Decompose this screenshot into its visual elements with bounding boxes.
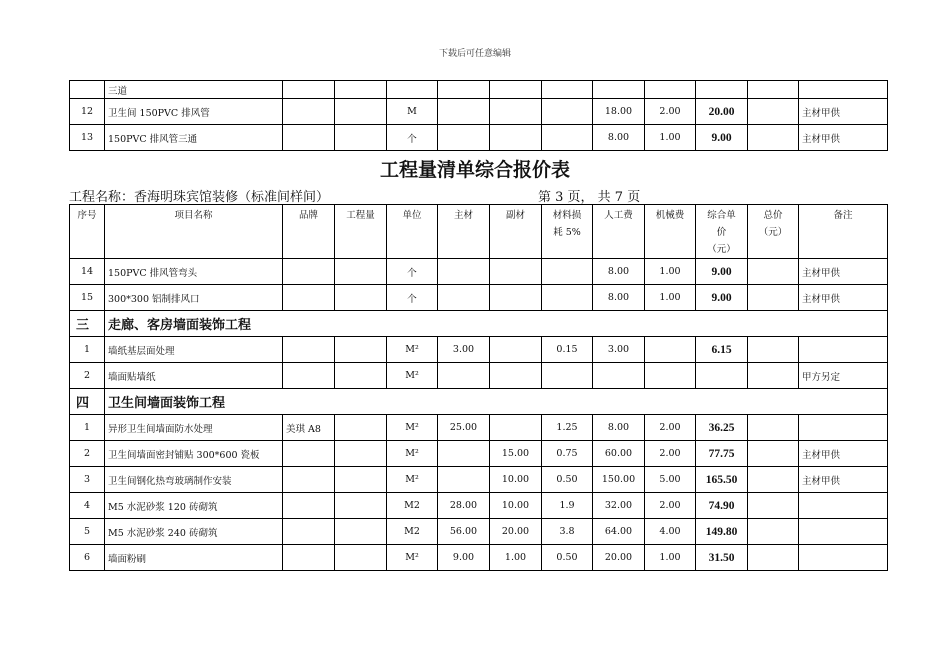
cell-loss: [542, 285, 593, 311]
cell-machine: 1.00: [645, 285, 696, 311]
table-row: [70, 125, 888, 151]
header-labor: 人工费: [593, 205, 645, 259]
cell-main: 28.00: [438, 493, 490, 519]
document-title: 工程量清单综合报价表: [379, 159, 570, 181]
cell-price: 74.90: [696, 493, 748, 519]
cell-no: 2: [70, 441, 105, 467]
cell-loss: 0.50: [542, 467, 593, 493]
cell-unit: 个: [387, 125, 438, 151]
cell-aux: 10.00: [490, 467, 542, 493]
cell-qty: [335, 467, 387, 493]
cell-main: [438, 441, 490, 467]
cell-main: [438, 467, 490, 493]
cell-main: 25.00: [438, 415, 490, 441]
cell-brand: [283, 337, 335, 363]
cell-unit: M²: [387, 467, 438, 493]
cell-qty: [335, 285, 387, 311]
cell-aux: [490, 337, 542, 363]
cell-brand: [283, 125, 335, 151]
cell-note: 主材甲供: [799, 99, 888, 125]
cell-aux: 1.00: [490, 545, 542, 571]
cell-no: 14: [70, 259, 105, 285]
cell-total: [748, 415, 799, 441]
header-price-line3: （元）: [707, 244, 736, 255]
cell-price: 36.25: [696, 415, 748, 441]
table-row: [70, 467, 888, 493]
cell-total: [748, 125, 799, 151]
cell-price: 9.00: [696, 259, 748, 285]
header-loss: [542, 205, 593, 259]
cell-name: 卫生间钢化热弯玻璃制作安装: [105, 467, 283, 493]
cell-machine: 4.00: [645, 519, 696, 545]
cell-price: 31.50: [696, 545, 748, 571]
cell-unit: M: [387, 99, 438, 125]
cell-unit: M²: [387, 545, 438, 571]
header-note: 备注: [799, 205, 888, 259]
cell-main: [438, 259, 490, 285]
cell-total: [748, 493, 799, 519]
cell-note: [799, 519, 888, 545]
cell-price: [696, 81, 748, 99]
cell-labor: [593, 363, 645, 389]
cell-aux: [490, 99, 542, 125]
cell-no: 3: [70, 467, 105, 493]
section-title: 走廊、客房墙面装饰工程: [105, 311, 438, 337]
cell-main: 9.00: [438, 545, 490, 571]
cell-total: [748, 467, 799, 493]
cell-qty: [335, 259, 387, 285]
header-total-line2: （元）: [758, 227, 788, 238]
header-total: [748, 205, 799, 259]
cell-qty: [335, 493, 387, 519]
cell-no: 12: [70, 99, 105, 125]
table-row: [70, 285, 888, 311]
cell-loss: [542, 81, 593, 99]
cell-brand: [283, 363, 335, 389]
cell-brand: [283, 545, 335, 571]
cell-loss: 0.15: [542, 337, 593, 363]
table-row: [70, 415, 888, 441]
cell-price: 20.00: [696, 99, 748, 125]
table-row: [70, 545, 888, 571]
cell-total: [748, 285, 799, 311]
cell-note: [799, 337, 888, 363]
cell-aux: [490, 363, 542, 389]
cell-price: 149.80: [696, 519, 748, 545]
cell-brand: [283, 259, 335, 285]
cell-name: 墙面贴墙纸: [105, 363, 283, 389]
cell-aux: 15.00: [490, 441, 542, 467]
cell-name: 三道: [105, 81, 283, 99]
cell-no: 6: [70, 545, 105, 571]
cell-labor: 8.00: [593, 415, 645, 441]
cell-machine: 2.00: [645, 99, 696, 125]
cell-note: [799, 545, 888, 571]
cell-labor: 150.00: [593, 467, 645, 493]
cell-loss: [542, 99, 593, 125]
cell-labor: 32.00: [593, 493, 645, 519]
header-loss-line2: 耗 5%: [553, 227, 581, 238]
section-fill: [438, 389, 888, 415]
cell-price: 77.75: [696, 441, 748, 467]
cell-loss: 1.9: [542, 493, 593, 519]
cell-total: [748, 441, 799, 467]
cell-qty: [335, 337, 387, 363]
cell-qty: [335, 363, 387, 389]
cell-unit: 个: [387, 285, 438, 311]
cell-price: 165.50: [696, 467, 748, 493]
cell-aux: 20.00: [490, 519, 542, 545]
header-aux: 副材: [490, 205, 542, 259]
cell-brand: [283, 285, 335, 311]
cell-name: 150PVC 排风管弯头: [105, 259, 283, 285]
project-name: 工程名称：香海明珠宾馆装修（标准间样间）: [69, 190, 330, 205]
cell-labor: 60.00: [593, 441, 645, 467]
section-row-3: [70, 311, 888, 337]
cell-unit: M²: [387, 441, 438, 467]
cell-name: 卫生间 150PVC 排风管: [105, 99, 283, 125]
table-row: [70, 99, 888, 125]
quotation-table: [69, 204, 888, 571]
section-fill: [438, 311, 888, 337]
header-price: [696, 205, 748, 259]
cell-no: 2: [70, 363, 105, 389]
cell-labor: 8.00: [593, 285, 645, 311]
cell-labor: 3.00: [593, 337, 645, 363]
cell-no: [70, 81, 105, 99]
cell-no: 1: [70, 415, 105, 441]
cell-machine: [645, 81, 696, 99]
cell-main: [438, 363, 490, 389]
watermark-text: 下载后可任意编辑: [438, 49, 511, 59]
cell-brand: [283, 81, 335, 99]
cell-qty: [335, 415, 387, 441]
cell-note: [799, 415, 888, 441]
section-number: 三: [70, 311, 105, 337]
cell-qty: [335, 81, 387, 99]
cell-note: 主材甲供: [799, 259, 888, 285]
header-brand: 品牌: [283, 205, 335, 259]
cell-note: [799, 81, 888, 99]
table-row: [70, 363, 888, 389]
cell-note: 甲方另定: [799, 363, 888, 389]
cell-aux: [490, 259, 542, 285]
cell-machine: 5.00: [645, 467, 696, 493]
cell-machine: 2.00: [645, 415, 696, 441]
cell-unit: M²: [387, 337, 438, 363]
section-row-4: [70, 389, 888, 415]
cell-machine: 2.00: [645, 493, 696, 519]
header-machine: 机械费: [645, 205, 696, 259]
header-main: 主材: [438, 205, 490, 259]
cell-loss: 1.25: [542, 415, 593, 441]
table-row: [70, 81, 888, 99]
cell-qty: [335, 99, 387, 125]
cell-total: [748, 337, 799, 363]
cell-unit: M2: [387, 519, 438, 545]
cell-price: 9.00: [696, 285, 748, 311]
cell-note: 主材甲供: [799, 441, 888, 467]
cell-qty: [335, 545, 387, 571]
cell-qty: [335, 441, 387, 467]
cell-brand: [283, 441, 335, 467]
cell-name: 异形卫生间墙面防水处理: [105, 415, 283, 441]
header-unit: 单位: [387, 205, 438, 259]
continuation-table: [69, 80, 888, 151]
cell-total: [748, 259, 799, 285]
header-name: 项目名称: [105, 205, 283, 259]
cell-total: [748, 545, 799, 571]
header-no: 序号: [70, 205, 105, 259]
cell-aux: [490, 81, 542, 99]
cell-aux: [490, 415, 542, 441]
table-row: [70, 441, 888, 467]
cell-unit: M2: [387, 493, 438, 519]
cell-name: 墙面粉刷: [105, 545, 283, 571]
cell-main: [438, 81, 490, 99]
cell-total: [748, 519, 799, 545]
cell-labor: 18.00: [593, 99, 645, 125]
cell-aux: 10.00: [490, 493, 542, 519]
cell-main: [438, 125, 490, 151]
cell-price: 6.15: [696, 337, 748, 363]
cell-note: 主材甲供: [799, 285, 888, 311]
cell-no: 4: [70, 493, 105, 519]
header-total-line1: 总价: [763, 210, 783, 221]
header-price-line2: 价: [716, 227, 727, 238]
cell-unit: 个: [387, 259, 438, 285]
cell-labor: 20.00: [593, 545, 645, 571]
section-number: 四: [70, 389, 105, 415]
table-row: [70, 519, 888, 545]
cell-brand: [283, 493, 335, 519]
header-price-line1: 综合单: [707, 210, 736, 221]
cell-name: M5 水泥砂浆 120 砖砌筑: [105, 493, 283, 519]
cell-note: 主材甲供: [799, 125, 888, 151]
cell-no: 13: [70, 125, 105, 151]
cell-brand: 美琪 A8: [283, 415, 335, 441]
cell-machine: 1.00: [645, 545, 696, 571]
cell-main: [438, 99, 490, 125]
cell-unit: M²: [387, 363, 438, 389]
cell-machine: [645, 337, 696, 363]
cell-labor: [593, 81, 645, 99]
table-row: [70, 259, 888, 285]
header-qty: 工程量: [335, 205, 387, 259]
cell-loss: [542, 125, 593, 151]
cell-aux: [490, 285, 542, 311]
cell-name: 300*300 铝制排风口: [105, 285, 283, 311]
cell-machine: 1.00: [645, 259, 696, 285]
cell-machine: 2.00: [645, 441, 696, 467]
cell-labor: 8.00: [593, 125, 645, 151]
cell-main: 56.00: [438, 519, 490, 545]
cell-main: 3.00: [438, 337, 490, 363]
table-header-row: [70, 205, 888, 259]
cell-total: [748, 99, 799, 125]
cell-brand: [283, 467, 335, 493]
cell-loss: [542, 259, 593, 285]
cell-loss: 3.8: [542, 519, 593, 545]
cell-main: [438, 285, 490, 311]
table-row: [70, 337, 888, 363]
cell-name: M5 水泥砂浆 240 砖砌筑: [105, 519, 283, 545]
cell-total: [748, 363, 799, 389]
cell-name: 墙纸基层面处理: [105, 337, 283, 363]
cell-qty: [335, 519, 387, 545]
cell-aux: [490, 125, 542, 151]
cell-no: 5: [70, 519, 105, 545]
cell-note: [799, 493, 888, 519]
cell-labor: 64.00: [593, 519, 645, 545]
cell-unit: [387, 81, 438, 99]
cell-loss: 0.50: [542, 545, 593, 571]
section-title: 卫生间墙面装饰工程: [105, 389, 438, 415]
cell-brand: [283, 99, 335, 125]
header-loss-line1: 材料损: [552, 210, 582, 221]
page-info: 第 3 页， 共 7 页: [538, 190, 641, 205]
table-row: [70, 493, 888, 519]
cell-no: 15: [70, 285, 105, 311]
cell-name: 150PVC 排风管三通: [105, 125, 283, 151]
cell-price: [696, 363, 748, 389]
cell-name: 卫生间墙面密封铺贴 300*600 瓷板: [105, 441, 283, 467]
cell-price: 9.00: [696, 125, 748, 151]
cell-machine: 1.00: [645, 125, 696, 151]
cell-labor: 8.00: [593, 259, 645, 285]
cell-total: [748, 81, 799, 99]
cell-brand: [283, 519, 335, 545]
cell-loss: 0.75: [542, 441, 593, 467]
cell-qty: [335, 125, 387, 151]
cell-unit: M²: [387, 415, 438, 441]
cell-machine: [645, 363, 696, 389]
cell-loss: [542, 363, 593, 389]
cell-note: 主材甲供: [799, 467, 888, 493]
cell-no: 1: [70, 337, 105, 363]
